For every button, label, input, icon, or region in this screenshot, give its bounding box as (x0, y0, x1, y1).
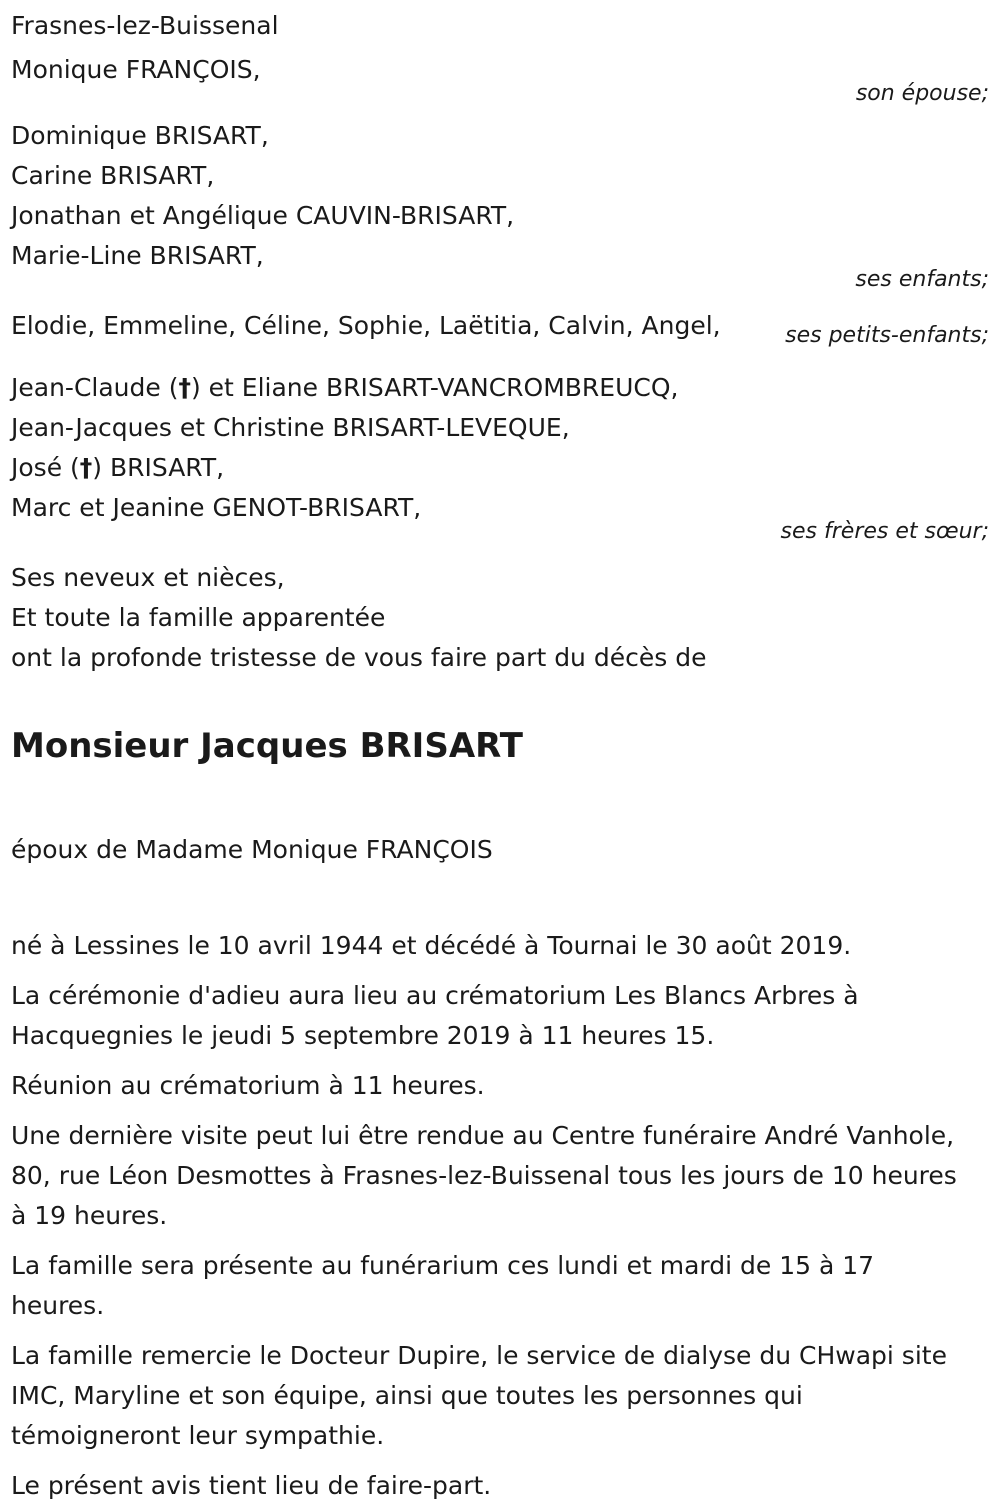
children-role: ses enfants; (855, 267, 989, 292)
closing-line: Et toute la famille apparentée (11, 603, 386, 632)
thanks-paragraph: La famille remercie le Docteur Dupire, le service de dialyse du CHwapi site IMC, Maryline et son équipe, ainsi que toutes les personnes qui témoigneront leur sympathie. (11, 1341, 947, 1450)
cross-icon: † (178, 373, 191, 402)
grandchildren-group (11, 306, 989, 346)
child-name: Marie-Line BRISART, (11, 241, 264, 270)
children-group (11, 116, 989, 292)
meeting-paragraph: Réunion au crématorium à 11 heures. (11, 1071, 485, 1100)
birth-death-paragraph: né à Lessines le 10 avril 1944 et décédé à Tournai le 30 août 2019. (11, 931, 852, 960)
deceased-name: Monsieur Jacques BRISART (11, 726, 523, 766)
notice-paragraph: Le présent avis tient lieu de faire-part. (11, 1471, 492, 1500)
cross-icon: † (79, 453, 93, 482)
child-name: Carine BRISART, (11, 161, 215, 190)
family-presence-paragraph: La famille sera présente au funérarium ces lundi et mardi de 15 à 17 heures. (11, 1251, 875, 1320)
closing-line: Ses neveux et nièces, (11, 563, 285, 592)
place-name: Frasnes-lez-Buissenal (11, 11, 279, 40)
ceremony-paragraph: La cérémonie d'adieu aura lieu au crématorium Les Blancs Arbres à Hacquegnies le jeudi 5 septembre 2019 à 11 heures 15. (11, 981, 859, 1050)
sibling-line: Marc et Jeanine GENOT-BRISART, (11, 493, 422, 522)
grandchildren-role: ses petits-enfants; (785, 323, 989, 348)
sibling-line: José (†) BRISART, (11, 453, 225, 482)
spouse-of: époux de Madame Monique FRANÇOIS (11, 835, 493, 864)
siblings-role: ses frères et sœur; (780, 519, 989, 544)
visit-paragraph: Une dernière visite peut lui être rendue au Centre funéraire André Vanhole, 80, rue Léon Desmottes à Frasnes-lez-Buissenal tous les jours de 10 heures à 19 heures. (11, 1121, 957, 1230)
spouse-group (11, 50, 989, 106)
closing-group (11, 558, 989, 678)
siblings-group (11, 368, 989, 544)
sibling-line: Jean-Jacques et Christine BRISART-LEVEQUE, (11, 413, 570, 442)
grandchildren-names: Elodie, Emmeline, Céline, Sophie, Laëtitia, Calvin, Angel, (11, 311, 721, 340)
spouse-role: son épouse; (855, 81, 989, 106)
child-name: Dominique BRISART, (11, 121, 269, 150)
spouse-name: Monique FRANÇOIS, (11, 55, 261, 84)
obituary-content (11, 6, 989, 1506)
sibling-line: Jean-Claude (†) et Eliane BRISART-VANCROMBREUCQ, (11, 373, 679, 402)
closing-line: ont la profonde tristesse de vous faire part du décès de (11, 643, 707, 672)
child-name: Jonathan et Angélique CAUVIN-BRISART, (11, 201, 515, 230)
